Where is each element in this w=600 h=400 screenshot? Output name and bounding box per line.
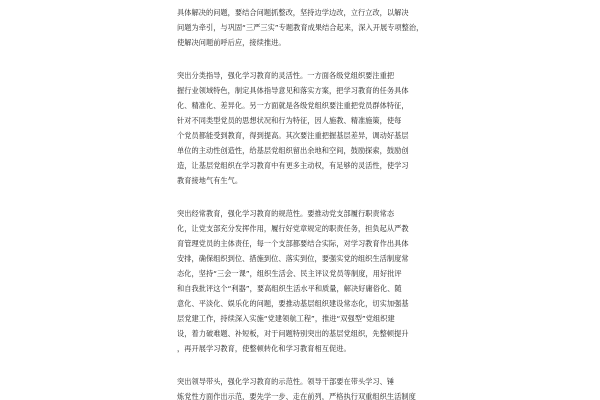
text-line: 化，让党支部充分发挥作用，履行好党章规定的职责任务，担负起从严教 [177, 224, 409, 233]
text-line: 突出领导带头，强化学习教育的示范性。领导干部要在带头学习、锤 [177, 377, 395, 386]
text-line: 个党员都能受到教育，得到提高。其次要注重把握基层差异，调动好基层 [177, 131, 409, 140]
document-body [177, 5, 429, 400]
text-line: 炼党性方面作出示范，要先学一步、走在前列，严格执行双重组织生活制度 [177, 392, 416, 400]
paragraph-4 [177, 374, 429, 400]
text-line: 问题为牵引，与巩固“三严三实”专题教育成果结合起来，深入开展专项整治， [177, 23, 424, 32]
text-line: 针对不同类型党员的思想状况和行为特征，因人施教、精准施策，使每 [177, 116, 402, 125]
text-line: 具体解决的问题，要结合问题抓整改，坚持边学边改，立行立改，以解决 [177, 8, 409, 17]
text-line: 握行业领域特色，制定具体指导意见和落实方案，把学习教育的任务具体 [177, 86, 409, 95]
text-line: 育管理党员的主体责任，每一个支部都要结合实际，对学习教育作出具体 [177, 239, 409, 248]
text-line: 突出经常教育，强化学习教育的规范性。要推动党支部履行职责常态 [177, 209, 395, 218]
text-line: 单位的主动性创造性，给基层党组织留出余地和空间，鼓励探索，鼓励创 [177, 146, 409, 155]
text-line: ，再开展学习教育，使整顿转化和学习教育相互促进。 [177, 344, 351, 353]
text-line: 使解决问题前呼后应，接续推进。 [177, 38, 286, 47]
text-line: 化、精准化、差异化。另一方面就是各级党组织要注重把党员群体特征， [177, 101, 409, 110]
text-line: 态化，坚持“三会一课”，组织生活会、民主评议党员等制度，用好批评 [177, 269, 402, 278]
paragraph-3 [177, 206, 429, 356]
paragraph-2 [177, 68, 429, 188]
text-line: 设，着力破难题、补短板，对于问题特别突出的基层党组织，先整顿提升 [177, 329, 409, 338]
text-line: 突出分类指导，强化学习教育的灵活性。一方面各级党组织要注重把 [177, 71, 395, 80]
text-line: 层党建工作，持续深入实施“党建领航工程”，推进“双强型”党组织建 [177, 314, 395, 323]
text-line: 教育接地气有生气。 [177, 176, 243, 185]
text-line: 造，让基层党组织在学习教育中有更多主动权，有足够的灵活性，使学习 [177, 161, 409, 170]
text-line: 安排，确保组织到位、措施到位、落实到位，要强实党的组织生活制度常 [177, 254, 409, 263]
paragraph-1 [177, 5, 429, 50]
text-line: 和自我批评这个“利器”，要高组织生活水平和质量，解决好庸俗化、随 [177, 284, 402, 293]
text-line: 意化、平淡化、娱乐化的问题，要推动基层组织建设常态化，切实加强基 [177, 299, 409, 308]
